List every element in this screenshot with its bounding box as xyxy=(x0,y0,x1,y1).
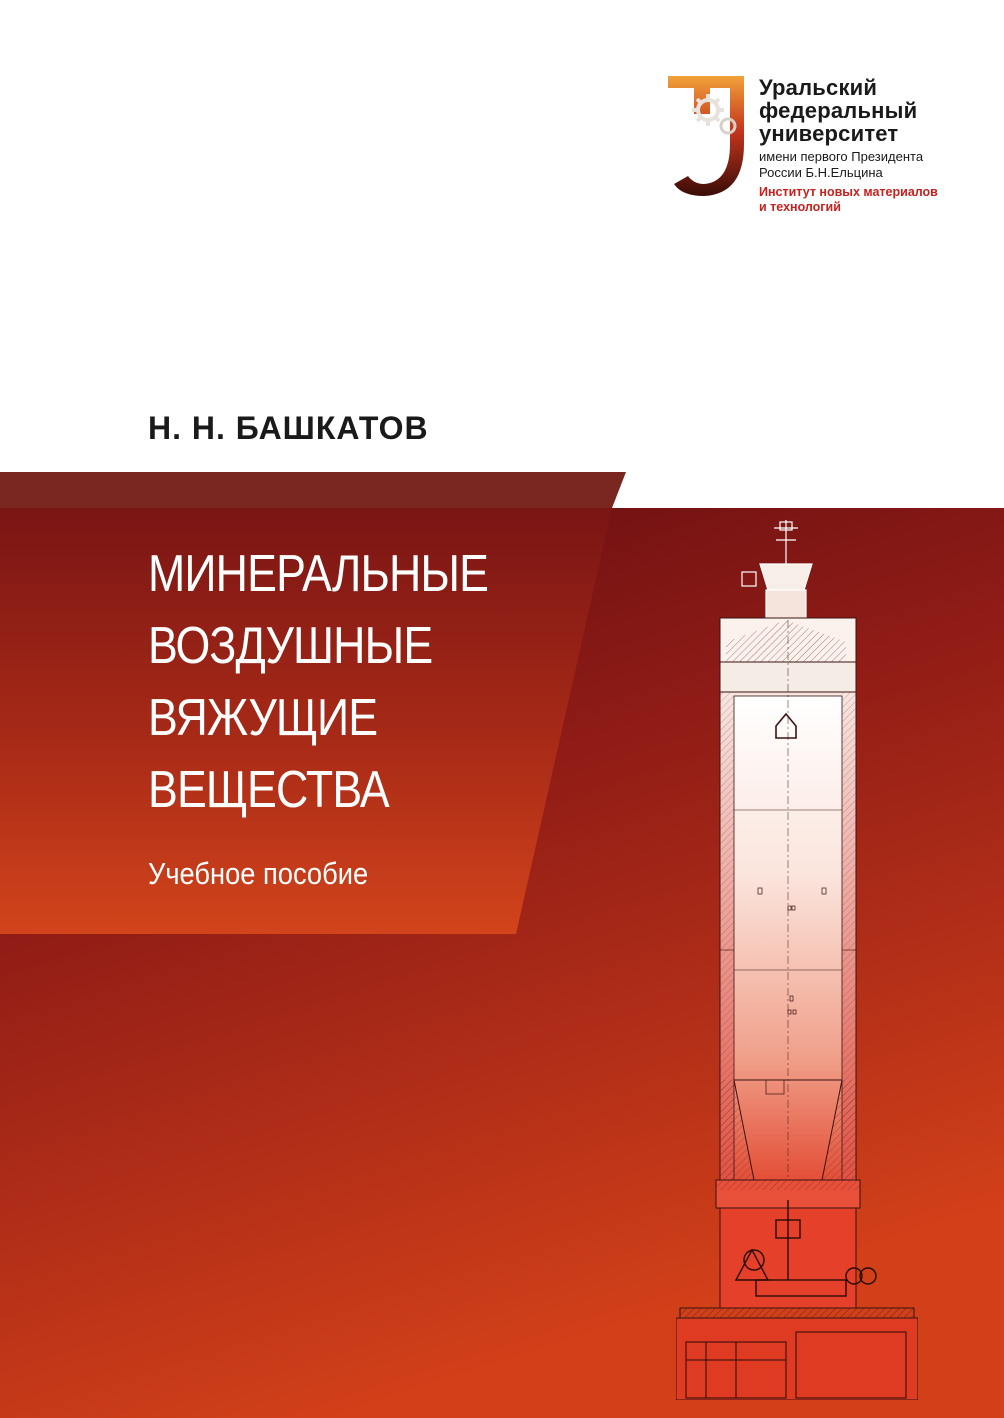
title-line: ВОЗДУШНЫЕ xyxy=(148,617,433,675)
author-name: Н. Н. БАШКАТОВ xyxy=(148,410,429,446)
book-subtitle: Учебное пособие xyxy=(148,856,369,891)
institute-line: и технологий xyxy=(759,200,841,214)
university-name-line: Уральский xyxy=(759,75,878,100)
top-band xyxy=(0,472,626,508)
title-line: МИНЕРАЛЬНЫЕ xyxy=(148,545,489,603)
logo-text xyxy=(759,76,994,215)
title-line: ВЯЖУЩИЕ xyxy=(148,689,378,747)
university-name-line: федеральный xyxy=(759,98,918,123)
urfu-logo-mark xyxy=(664,74,748,198)
university-name-line: университет xyxy=(759,121,899,146)
named-after-block xyxy=(759,149,994,181)
institute-block xyxy=(759,185,994,215)
university-logo xyxy=(664,74,994,234)
named-after-line: имени первого Президента xyxy=(759,149,924,164)
named-after-line: России Б.Н.Ельцина xyxy=(759,165,883,180)
book-title xyxy=(148,538,568,826)
shaft-kiln-drawing xyxy=(676,520,918,1400)
institute-line: Институт новых материалов xyxy=(759,185,938,199)
title-line: ВЕЩЕСТВА xyxy=(148,761,389,819)
